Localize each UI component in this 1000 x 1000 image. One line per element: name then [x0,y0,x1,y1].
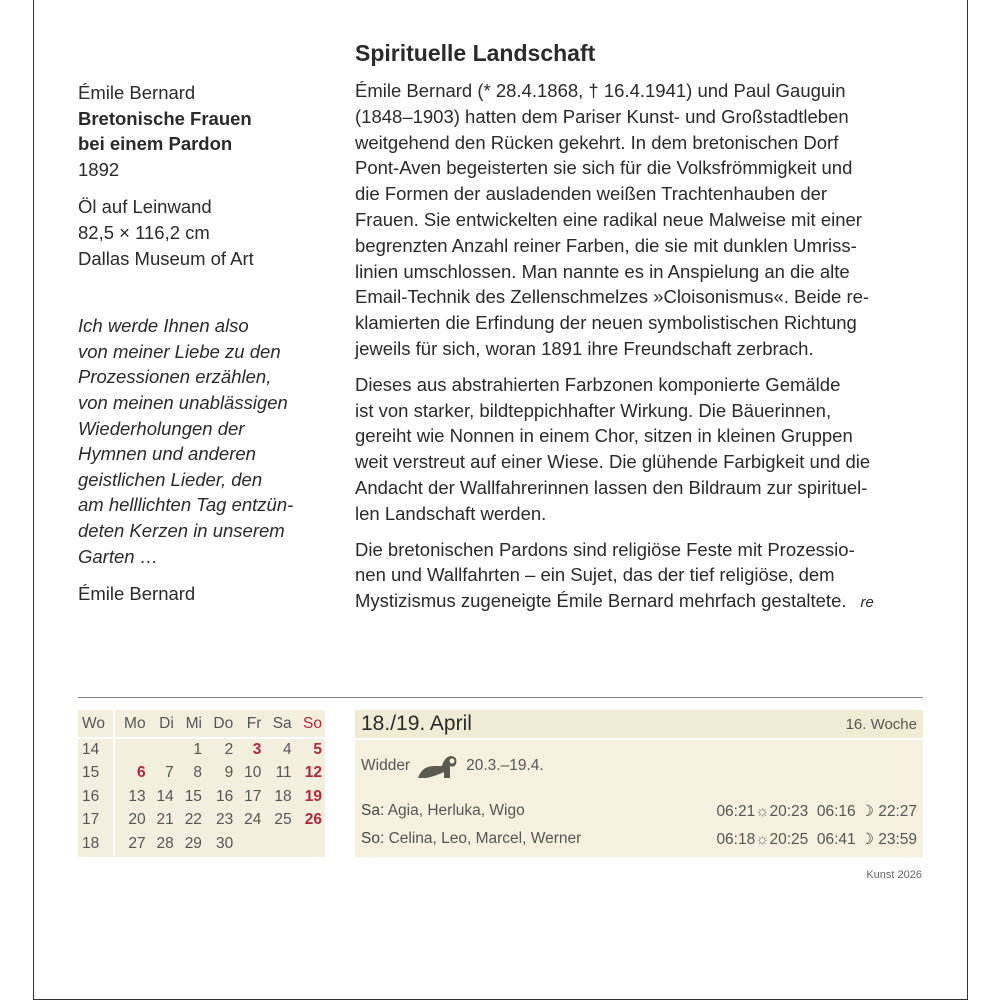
calendar-day: 13 [128,787,146,805]
weekday-header: Fr [236,710,264,738]
line-text: begrenzten Anzahl reiner Farben, die sie mit dunklen Umriss- [355,234,857,256]
sun-icon: ☼ [755,803,770,820]
weekday-header: Di [149,710,177,738]
artwork-info [78,80,338,607]
text-line [355,259,925,285]
line-text: Émile Bernard (* 28.4.1868, † 16.4.1941) und Paul Gauguin [355,80,846,101]
text-line [355,336,925,362]
calendar-day: 17 [244,787,262,805]
line-text: klamierten die Erfindung der neuen symbolistischen Richtung [355,312,857,334]
line-text: Die bretonischen Pardons sind religiöse Feste mit Prozessio- [355,538,855,560]
week-number-cell: 15 [78,762,114,786]
calendar-day: 9 [224,764,234,782]
sunset: 20:25 [769,831,809,848]
text-line [355,423,925,449]
calendar-day [264,832,294,856]
quote-line: deten Kerzen in unserem [78,519,285,541]
calendar-day: 10 [244,764,262,782]
text-line [355,284,925,310]
artwork-medium: Öl auf Leinwand [78,196,212,218]
calendar-day [114,738,149,762]
calendar-day: 22 [184,811,202,829]
text-line [355,449,925,475]
text-line [355,233,925,259]
line-text: die Formen der ausladenden weißen Trachtenhauben der [355,183,828,205]
line-text: weitgehend den Rücken gekehrt. In dem bretonischen Dorf [355,131,839,153]
calendar-day: 28 [156,834,174,852]
line-text: ist von starker, bildteppichhafter Wirkung. Die Bäuerinnen, [355,399,832,421]
calendar-day: 26 [304,811,322,829]
week-number: 16. Woche [845,715,917,733]
calendar-day: 1 [193,741,202,759]
line-text: len Landschaft werden. [355,502,547,524]
calendar-day [149,738,177,762]
artwork-title-1: Bretonische Frauen [78,107,252,129]
footer-label: Kunst 2026 [866,869,922,881]
quote [78,313,338,569]
quote-line: Hymnen und anderen [78,443,256,465]
day-panel [355,710,923,857]
line-text: weit verstreut auf einer Wiese. Die glühende Farbigkeit und die [355,451,871,473]
week-number-cell: 14 [78,738,114,762]
moon-icon: ☽ [859,803,874,820]
calendar-day: 7 [165,764,174,782]
artist: Émile Bernard [78,82,196,103]
quote-line: geistlichen Lieder, den [78,468,263,490]
article [355,38,925,626]
artwork-title-2: bei einem Pardon [78,133,233,155]
moonrise: 06:16 [816,803,856,820]
artwork-museum: Dallas Museum of Art [78,247,254,269]
line-text: Frauen. Sie entwickelten eine radikal neue Malweise mit einer [355,208,862,230]
calendar-day: 11 [275,764,292,782]
weekday-header: So [295,710,325,738]
weekday-header: Mi [177,710,205,738]
text-line [355,537,925,563]
mini-calendar [78,710,325,857]
calendar-day: 25 [274,811,292,829]
saint-names: Agia, Herluka, Wigo [387,802,525,819]
text-line [355,155,925,181]
week-number-cell: 17 [78,809,114,833]
line-text: Mystizismus zugeneigte Émile Bernard mehrfach gestaltete. [355,590,847,612]
sunrise: 06:18 [716,831,756,848]
text-line [355,562,925,588]
text-line [355,104,925,130]
divider [78,697,923,698]
weekday-header: Wo [78,710,114,738]
line-text: (1848–1903) hatten dem Pariser Kunst- und Großstadtleben [355,105,849,127]
sun-icon: ☼ [755,831,770,848]
calendar-day: 29 [184,834,202,852]
text-line [355,398,925,424]
calendar-day: 19 [304,787,322,805]
article-paragraph [355,372,925,527]
quote-line: von meinen unablässigen [78,391,288,413]
moon-icon: ☽ [859,831,874,848]
ram-icon [416,752,460,780]
text-line [355,310,925,336]
quote-line: von meiner Liebe zu den [78,340,281,362]
zodiac-range: 20.3.–19.4. [466,757,544,774]
calendar-day: 3 [252,741,262,759]
line-text: Pont-Aven begeisterten sie sich für die Volksfrömmigkeit und [355,157,853,179]
calendar-day: 4 [283,741,292,759]
line-text: linien umschlossen. Man nannte es in Anspielung an die alte [355,260,850,282]
weekday-header: Do [205,710,236,738]
calendar-day: 6 [136,764,146,782]
sunset: 20:23 [769,803,809,820]
calendar-day [295,832,325,856]
calendar-day: 8 [193,764,202,782]
text-line [355,207,925,233]
artwork-size: 82,5 × 116,2 cm [78,221,210,243]
line-text: Email-Technik des Zellenschmelzes »Cloisonismus«. Beide re- [355,286,870,308]
name-day-row [361,830,917,849]
week-number-cell: 18 [78,832,114,856]
week-number-cell: 16 [78,785,114,809]
calendar-day: 24 [244,811,262,829]
calendar-day: 30 [215,834,234,852]
line-text: nen und Wallfahrten – ein Sujet, das der tief religiöse, dem [355,564,835,586]
line-text: gereiht wie Nonnen in einem Chor, sitzen in kleinen Gruppen [355,425,853,447]
quote-line: Garten … [78,545,159,567]
line-text: Dieses aus abstrahierten Farbzonen komponierte Gemälde [355,373,841,395]
text-line [355,372,925,398]
zodiac-name: Widder [361,757,411,774]
text-line [355,475,925,501]
article-paragraph [355,78,925,362]
calendar-day: 5 [313,741,322,759]
quote-line: am helllichten Tag entzün- [78,494,294,516]
author-signature: re [860,594,874,612]
day-date: 18./19. April [361,712,472,735]
moonrise: 06:41 [816,831,856,848]
article-title: Spirituelle Landschaft [355,40,596,66]
calendar-day: 16 [215,787,234,805]
saint-names: Celina, Leo, Marcel, Werner [388,830,582,847]
line-text: jeweils für sich, woran 1891 ihre Freundschaft zerbrach. [355,337,814,359]
calendar-day: 20 [128,811,146,829]
calendar-day [236,832,264,856]
calendar-day: 18 [274,787,292,805]
calendar-day: 23 [215,811,234,829]
moonset: 23:59 [878,831,917,848]
article-paragraph [355,537,925,616]
weekday-header: Sa [264,710,294,738]
quote-line: Prozessionen erzählen, [78,366,272,388]
quote-line: Wiederholungen der [78,417,245,439]
text-line [355,130,925,156]
calendar-day: 2 [224,741,234,759]
text-line [355,588,925,616]
calendar-day: 27 [128,834,146,852]
calendar-day: 12 [304,764,322,782]
weekday-header: Mo [114,710,149,738]
calendar-day: 15 [184,787,202,805]
name-day-row [361,802,917,821]
artwork-year: 1892 [78,158,120,180]
moonset: 22:27 [878,803,917,820]
day-label: Sa: [361,802,385,819]
day-label: So: [361,830,385,847]
text-line [355,501,925,527]
text-line [355,181,925,207]
sunrise: 06:21 [716,803,756,820]
line-text: Andacht der Wallfahrerinnen lassen den Bildraum zur spirituel- [355,476,868,498]
calendar-day: 21 [156,811,174,829]
quote-line: Ich werde Ihnen also [78,315,249,337]
calendar-day: 14 [156,787,174,805]
quote-author: Émile Bernard [78,583,196,605]
text-line [355,78,925,104]
